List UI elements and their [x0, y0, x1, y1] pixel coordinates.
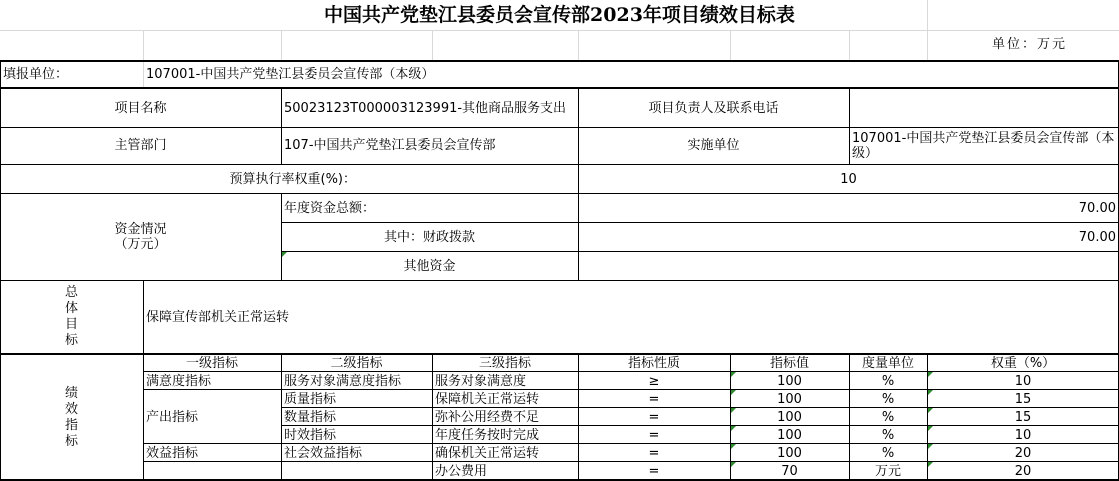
table-cell-level3: 弥补公用经费不足 [435, 409, 540, 425]
table-cell-weight: 20 [1014, 463, 1032, 479]
table-cell-value: 100 [777, 409, 802, 425]
table-cell-value: 100 [777, 445, 802, 461]
table-cell-unit: % [881, 427, 895, 443]
header-weight: 权重（%） [990, 356, 1056, 371]
dept-label: 主管部门 [114, 138, 167, 153]
cell-marker-icon [928, 462, 933, 467]
level1-output: 产出指标 [146, 409, 199, 425]
cell-marker-icon [731, 408, 736, 413]
table-cell-level3: 服务对象满意度 [435, 373, 527, 389]
level1-benefit: 效益指标 [146, 445, 199, 461]
table-cell-level3: 办公费用 [435, 463, 488, 479]
cell-marker-icon [731, 426, 736, 431]
table-cell-value: 100 [777, 427, 802, 443]
funds-other-value [578, 252, 1119, 280]
table-cell-level2: 社会效益指标 [284, 445, 363, 461]
table-cell-nature: = [648, 409, 660, 425]
header-unit: 度量单位 [861, 356, 914, 371]
cell-marker-icon [731, 390, 736, 395]
table-cell-nature: = [648, 445, 660, 461]
goal-label-char: 体 [64, 301, 78, 316]
indicators-label [0, 354, 143, 481]
goal-value: 保障宣传部机关正常运转 [146, 309, 290, 325]
filing-unit-value: 107001-中国共产党垫江县委员会宣传部（本级） [146, 66, 435, 82]
funds-fiscal-value: 70.00 [1078, 230, 1116, 245]
header-level2: 二级指标 [330, 356, 383, 371]
cell-marker-icon [731, 444, 736, 449]
goal-label [0, 280, 143, 354]
table-cell-level2: 质量指标 [284, 391, 337, 407]
cell-marker-icon [928, 444, 933, 449]
cell-marker-icon [282, 252, 287, 257]
table-cell-unit: % [881, 373, 895, 389]
table-cell-unit: % [881, 445, 895, 461]
indicators-label-char: 绩 [64, 385, 78, 401]
table-cell-unit: % [881, 409, 895, 425]
cell-marker-icon [928, 426, 933, 431]
table-cell-level3: 年度任务按时完成 [435, 427, 540, 443]
funds-fiscal-label: 其中：财政拨款 [383, 230, 475, 245]
table-cell-unit: 万元 [874, 463, 901, 479]
header-nature: 指标性质 [627, 356, 680, 371]
table-cell-weight: 15 [1014, 409, 1032, 425]
header-level3: 三级指标 [478, 356, 531, 371]
table-cell-value: 100 [777, 391, 802, 407]
table-cell-weight: 20 [1014, 445, 1032, 461]
table-cell-weight: 10 [1014, 427, 1032, 443]
unit-label: 单位：万元 [991, 36, 1067, 52]
cell-marker-icon [928, 372, 933, 377]
dept-value: 107-中国共产党垫江县委员会宣传部 [284, 138, 496, 153]
header-value: 指标值 [769, 356, 809, 371]
table-cell-unit: % [881, 391, 895, 407]
owner-contact-value [849, 89, 1119, 127]
table-cell-weight: 10 [1014, 373, 1032, 389]
table-cell-nature: = [648, 427, 660, 443]
cell-marker-icon [928, 390, 933, 395]
table-cell-value: 70 [781, 463, 798, 479]
table-cell-value: 100 [777, 373, 802, 389]
funds-total-value: 70.00 [1078, 201, 1116, 216]
goal-label-char: 标 [64, 333, 78, 348]
project-name-value: 50023123T000003123991-其他商品服务支出 [284, 100, 567, 116]
table-cell-level2: 时效指标 [284, 427, 337, 443]
indicators-label-char: 效 [64, 401, 78, 417]
impl-unit-label: 实施单位 [687, 138, 740, 153]
budget-weight-value: 10 [840, 171, 857, 187]
table-cell-level2: 数量指标 [284, 409, 337, 425]
impl-unit-value: 107001-中国共产党垫江县委员会宣传部（本级） [852, 130, 1115, 161]
indicators-label-char: 标 [64, 433, 78, 449]
table-cell-nature: = [648, 391, 660, 407]
goal-label-char: 目 [64, 317, 78, 332]
table-cell-level3: 确保机关正常运转 [435, 445, 540, 461]
level1-satisfaction: 满意度指标 [146, 373, 212, 389]
cell-marker-icon [731, 462, 736, 467]
cell-marker-icon [928, 408, 933, 413]
filing-unit-label: 填报单位： [3, 66, 69, 82]
table-cell-level2: 服务对象满意度指标 [284, 373, 402, 389]
funds-other-label: 其他资金 [403, 258, 456, 274]
header-level1: 一级指标 [185, 356, 238, 371]
indicators-label-char: 指 [64, 417, 78, 433]
table-cell-level2 [281, 462, 432, 480]
table-cell-level3: 保障机关正常运转 [435, 391, 540, 407]
project-name-label: 项目名称 [114, 100, 167, 116]
funds-label-line1: 资金情况 [114, 222, 167, 237]
table-cell-weight: 15 [1014, 391, 1032, 407]
budget-weight-label: 预算执行率权重(%)： [229, 171, 356, 187]
owner-contact-label: 项目负责人及联系电话 [648, 100, 779, 116]
funds-total-label: 年度资金总额： [284, 201, 376, 216]
table-cell-nature: ≥ [648, 373, 660, 389]
funds-label [0, 194, 281, 280]
table-cell-nature: = [648, 463, 660, 479]
funds-label-line2: （万元） [114, 237, 167, 252]
cell-marker-icon [731, 372, 736, 377]
page-title: 中国共产党垫江县委员会宣传部2023年项目绩效目标表 [324, 3, 795, 26]
goal-label-char: 总 [64, 285, 78, 300]
